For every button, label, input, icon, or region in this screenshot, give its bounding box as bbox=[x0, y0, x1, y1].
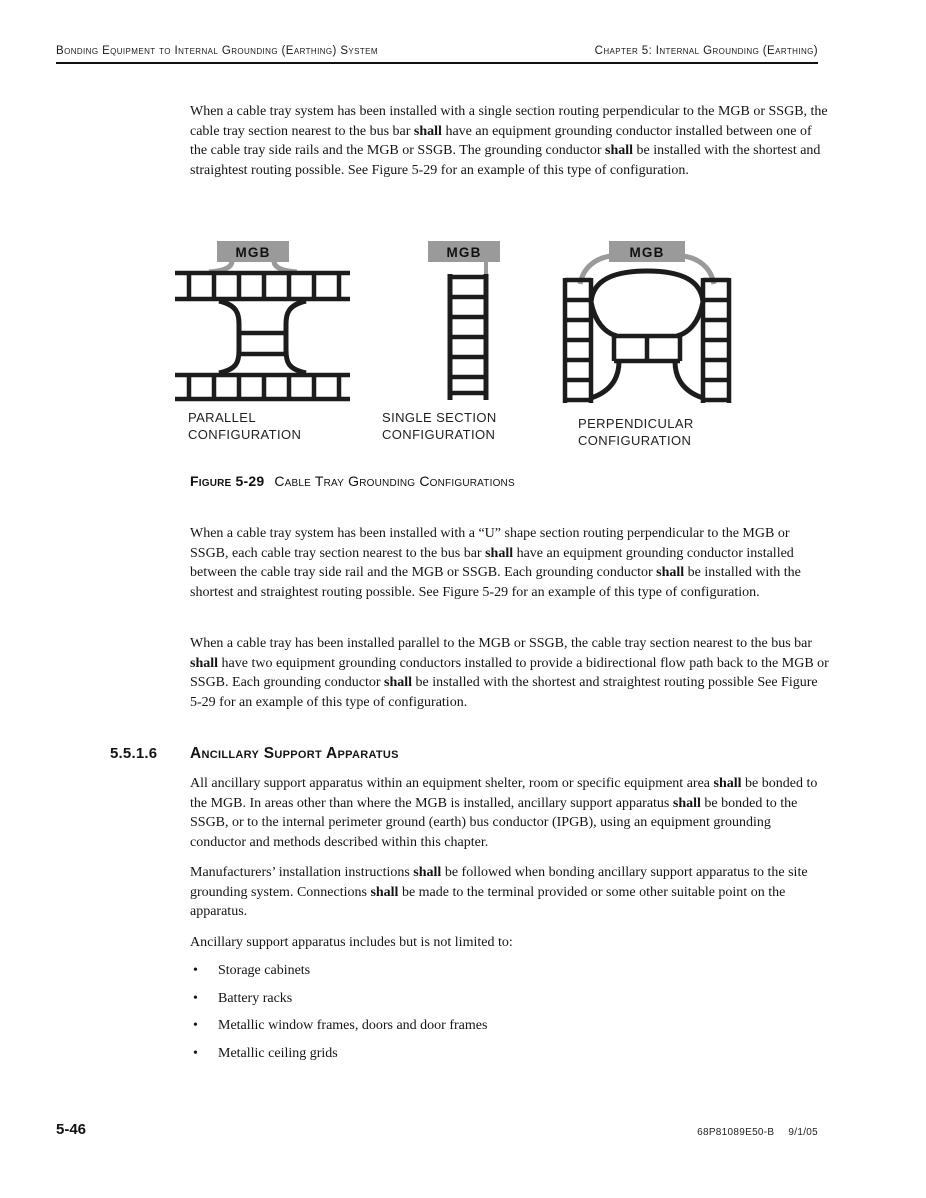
footer-page-number: 5-46 bbox=[56, 1121, 87, 1138]
cable-tray-rungs bbox=[189, 375, 339, 399]
single-section-configuration-diagram bbox=[382, 240, 552, 443]
perpendicular-configuration-drawing bbox=[557, 240, 737, 408]
parallel-configuration-diagram bbox=[175, 240, 350, 443]
grounding-conductor bbox=[209, 261, 232, 272]
parallel-configuration-drawing bbox=[175, 240, 350, 402]
header-right-title: Chapter 5: Internal Grounding (Earthing) bbox=[594, 45, 818, 57]
tray-connector-rail bbox=[219, 301, 239, 373]
list-item: • Metallic ceiling grids bbox=[190, 1044, 830, 1064]
section-number: 5.5.1.6 bbox=[110, 745, 158, 762]
cable-tray-rungs bbox=[189, 273, 339, 299]
paragraph-ancillary-bonding: All ancillary support apparatus within an equipment shelter, room or specific equipment area shall be bonded to the MGB. In areas other than where the MGB is installed, ancillary support apparatus shall be bonded to the SSGB, or to the internal perimeter ground (earth) bus conductor (IPGB), using an equipment grounding conductor and methods described within this chapter. bbox=[190, 776, 818, 851]
footer-date: 9/1/05 bbox=[788, 1127, 818, 1138]
mgb-label: MGB bbox=[446, 245, 482, 260]
figure-caption-title: Cable Tray Grounding Configurations bbox=[274, 473, 515, 489]
tray-connector-rail bbox=[675, 361, 703, 398]
mgb-label: MGB bbox=[235, 245, 271, 260]
figure-caption bbox=[190, 473, 515, 489]
tray-connector-rail bbox=[677, 302, 703, 336]
cable-tray-rungs bbox=[703, 280, 729, 400]
cable-tray-rungs bbox=[450, 277, 486, 393]
figure-5-29 bbox=[0, 240, 926, 472]
tray-connector-rail bbox=[591, 361, 619, 398]
header-left-title: Bonding Equipment to Internal Grounding (Earthing) System bbox=[56, 45, 378, 57]
section-heading bbox=[110, 745, 399, 763]
mgb-label: MGB bbox=[629, 245, 665, 260]
list-item: • Storage cabinets bbox=[190, 961, 830, 981]
diagram-label: PERPENDICULAR CONFIGURATION bbox=[578, 416, 694, 448]
tray-connector-rungs bbox=[237, 333, 288, 354]
list-item: • Battery racks bbox=[190, 989, 830, 1009]
paragraph-parallel: When a cable tray has been installed parallel to the MGB or SSGB, the cable tray section nearest to the bus bar shall have two equipment grounding conductors installed to provide a bidirectional flow path back to the MGB or SSGB. Each grounding conductor shall be installed with the shortest and straightest routing possible See Figure 5-29 for an example of this type of configuration. bbox=[190, 636, 829, 711]
paragraph-u-shape: When a cable tray system has been installed with a “U” shape section routing perpendicular to the MGB or SSGB, each cable tray section nearest to the bus bar shall have an equipment grounding conductor installed between the cable tray side rail and the MGB or SSGB. Each grounding conductor shall be installed with the shortest and straightest routing possible. See Figure 5-29 for an example of this type of configuration. bbox=[190, 526, 801, 601]
single-section-configuration-drawing bbox=[420, 240, 532, 402]
paragraph-list-intro: Ancillary support apparatus includes but is not limited to: bbox=[190, 935, 513, 950]
paragraph-single-section: When a cable tray system has been installed with a single section routing perpendicular to the MGB or SSGB, the cable tray section nearest to the bus bar shall have an equipment grounding conductor installed between one of the cable tray side rails and the MGB or SSGB. The grounding conductor shall be installed with the shortest and straightest routing possible. See Figure 5-29 for an example of this type of configuration. bbox=[190, 104, 828, 179]
tray-connector-rungs bbox=[614, 336, 680, 361]
tray-connector-rail bbox=[591, 302, 617, 336]
grounding-conductor bbox=[274, 261, 297, 272]
paragraph-manufacturers: Manufacturers’ installation instructions shall be followed when bonding ancillary support apparatus to the site grounding system. Connections shall be made to the terminal provided or some other suitable point on the apparatus. bbox=[190, 865, 808, 920]
cable-tray-rungs bbox=[565, 280, 591, 400]
diagram-label: SINGLE SECTION CONFIGURATION bbox=[382, 410, 497, 442]
ancillary-apparatus-list bbox=[190, 961, 830, 1072]
tray-connector-rail bbox=[286, 301, 306, 373]
tray-connector-rail bbox=[591, 271, 703, 302]
diagram-label: PARALLEL CONFIGURATION bbox=[188, 410, 302, 442]
header-rule bbox=[56, 62, 818, 64]
section-title: Ancillary Support Apparatus bbox=[190, 745, 399, 762]
footer-doc-info bbox=[697, 1127, 818, 1138]
footer-doc-number: 68P81089E50-B bbox=[697, 1127, 775, 1138]
figure-caption-number: Figure 5-29 bbox=[190, 473, 265, 489]
list-item: • Metallic window frames, doors and door frames bbox=[190, 1016, 830, 1036]
perpendicular-configuration-diagram bbox=[557, 240, 737, 449]
